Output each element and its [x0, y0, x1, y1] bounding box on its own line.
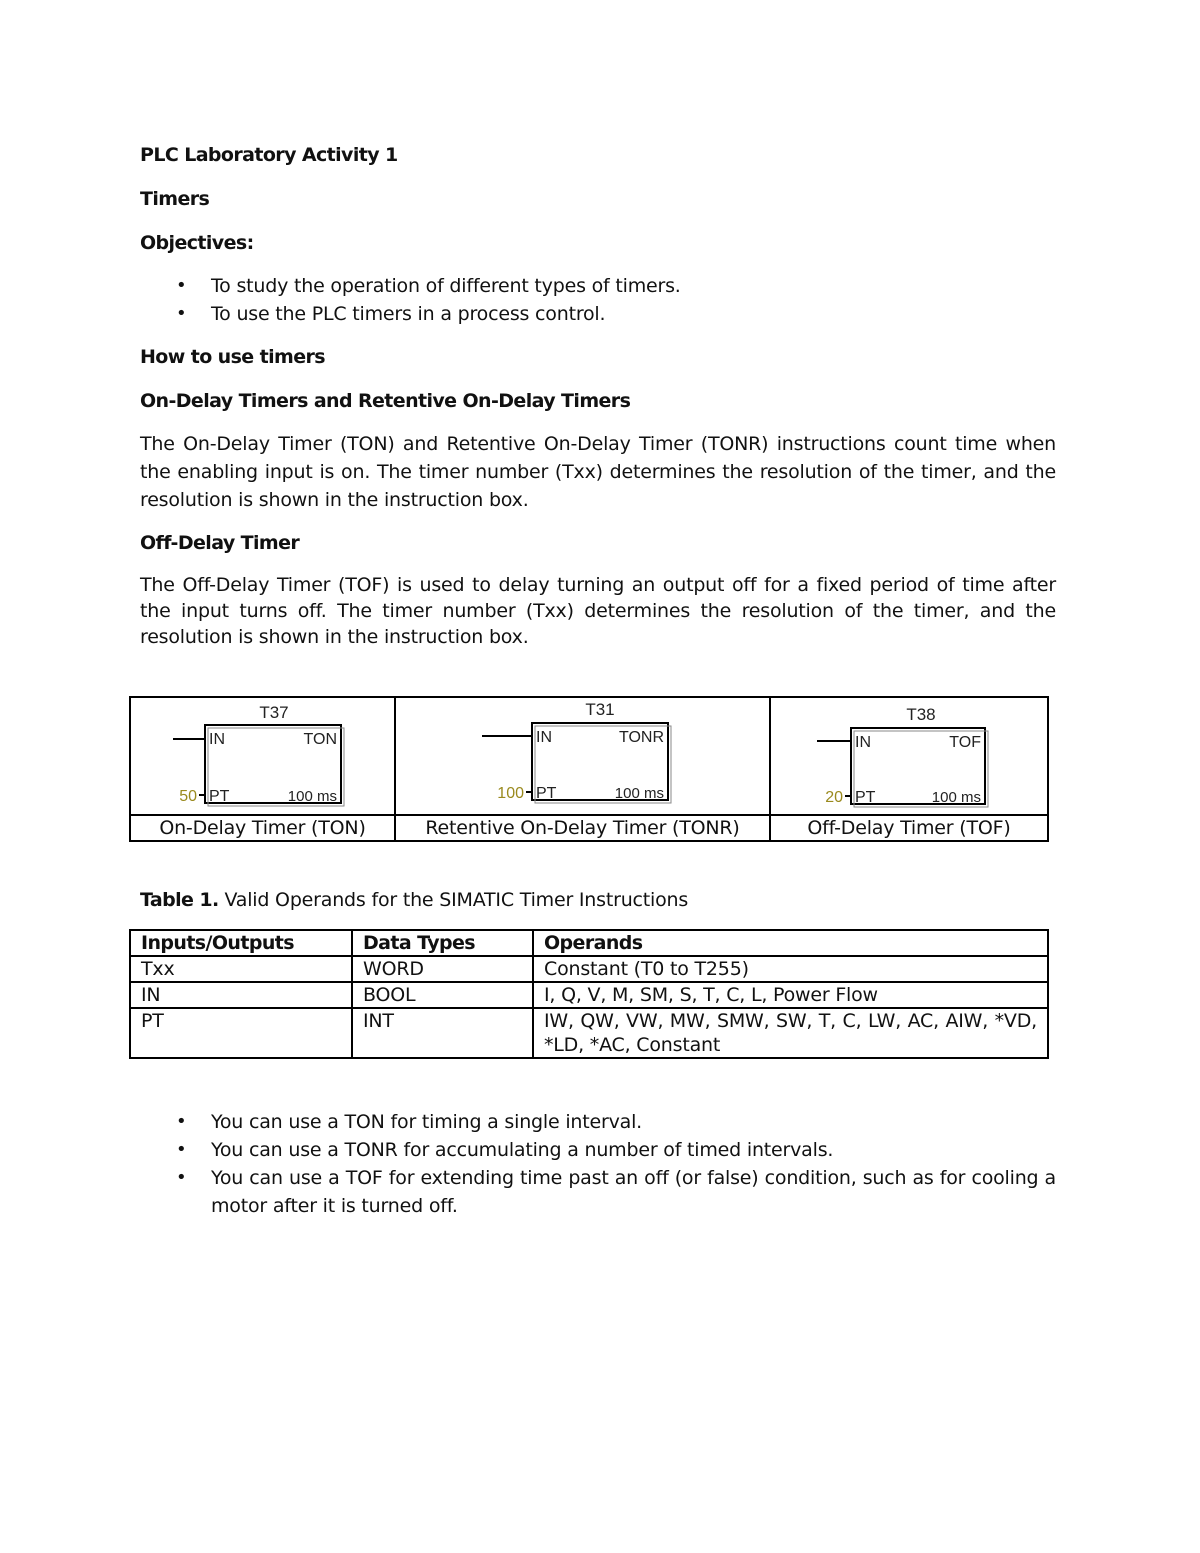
table-cell: IN	[130, 982, 352, 1008]
table-cell: BOOL	[352, 982, 533, 1008]
usage-notes	[140, 1108, 1056, 1220]
list-item: • You can use a TONR for accumulating a number of timed intervals.	[140, 1136, 1056, 1164]
tonr-diagram-cell	[395, 697, 770, 815]
type-label: TONR	[618, 729, 664, 746]
table-cell: IW, QW, VW, MW, SMW, SW, T, C, LW, AC, AIW, *VD, *LD, *AC, Constant	[533, 1008, 1048, 1058]
offdelay-heading: Off-Delay Timer	[140, 532, 300, 554]
preset-value: 50	[179, 788, 197, 805]
in-label: IN	[209, 731, 225, 748]
document-body	[140, 140, 1056, 650]
table1-title	[140, 886, 688, 914]
list-item: • To study the operation of different types of timers.	[140, 272, 1056, 300]
table-cell: INT	[352, 1008, 533, 1058]
table-cell: PT	[130, 1008, 352, 1058]
table1-caption: Valid Operands for the SIMATIC Timer Instructions	[224, 889, 689, 911]
list-item: • You can use a TOF for extending time past an off (or false) condition, such as for cooling a motor after it is turned off.	[140, 1164, 1056, 1220]
table-cell: Txx	[130, 956, 352, 982]
bullet-icon: •	[176, 1139, 187, 1160]
in-label: IN	[536, 729, 552, 746]
bullet-icon: •	[176, 275, 187, 296]
preset-value: 100	[497, 785, 524, 802]
table-cell: Constant (T0 to T255)	[533, 956, 1048, 982]
table-header-row	[130, 930, 1048, 956]
section-title-timers: Timers	[140, 188, 210, 210]
offdelay-paragraph: The Off-Delay Timer (TOF) is used to delay turning an output off for a fixed period of time after the input turns off. The timer number (Txx) determines the resolution of the timer, and the resolution is shown in the instruction box.	[140, 574, 1056, 648]
table-cell: I, Q, V, M, SM, S, T, C, L, Power Flow	[533, 982, 1048, 1008]
pt-label: PT	[855, 789, 876, 806]
resolution-label: 100 ms	[931, 789, 981, 806]
usage-list	[140, 1108, 1056, 1220]
tonr-caption: Retentive On-Delay Timer (TONR)	[395, 815, 770, 841]
timer-name: T37	[259, 703, 289, 722]
tonr-timer-diagram	[396, 698, 769, 814]
tof-timer-diagram	[771, 698, 1047, 814]
column-header: Inputs/Outputs	[130, 930, 352, 956]
table-row	[130, 1008, 1048, 1058]
tof-diagram-cell	[770, 697, 1048, 815]
list-item: • You can use a TON for timing a single interval.	[140, 1108, 1056, 1136]
bullet-icon: •	[176, 303, 187, 324]
operands-table	[129, 929, 1049, 1059]
objectives-heading: Objectives:	[140, 232, 254, 254]
howto-heading: How to use timers	[140, 346, 325, 368]
ton-timer-diagram	[131, 698, 394, 814]
in-label: IN	[855, 734, 871, 751]
objectives-list	[140, 272, 1056, 328]
document-title: PLC Laboratory Activity 1	[140, 144, 398, 166]
timer-name: T31	[585, 700, 615, 719]
column-header: Operands	[533, 930, 1048, 956]
list-item: • To use the PLC timers in a process control.	[140, 300, 1056, 328]
type-label: TON	[303, 731, 337, 748]
ondelay-heading: On-Delay Timers and Retentive On-Delay Timers	[140, 390, 631, 412]
timer-diagrams-table	[129, 696, 1049, 842]
preset-value: 20	[825, 789, 843, 806]
pt-label: PT	[209, 788, 230, 805]
pt-label: PT	[536, 785, 557, 802]
table1-label: Table 1.	[140, 889, 219, 911]
type-label: TOF	[949, 734, 981, 751]
resolution-label: 100 ms	[287, 788, 337, 805]
resolution-label: 100 ms	[614, 785, 664, 802]
tof-caption: Off-Delay Timer (TOF)	[770, 815, 1048, 841]
table-row	[130, 982, 1048, 1008]
table-cell: WORD	[352, 956, 533, 982]
bullet-icon: •	[176, 1167, 187, 1188]
column-header: Data Types	[352, 930, 533, 956]
timer-name: T38	[906, 705, 936, 724]
ton-diagram-cell	[130, 697, 395, 815]
bullet-icon: •	[176, 1111, 187, 1132]
table-row	[130, 956, 1048, 982]
ondelay-paragraph: The On-Delay Timer (TON) and Retentive On-Delay Timer (TONR) instructions count time when the enabling input is on. The timer number (Txx) determines the resolution of the timer, and the resolution is shown in the instruction box.	[140, 433, 1056, 511]
ton-caption: On-Delay Timer (TON)	[130, 815, 395, 841]
